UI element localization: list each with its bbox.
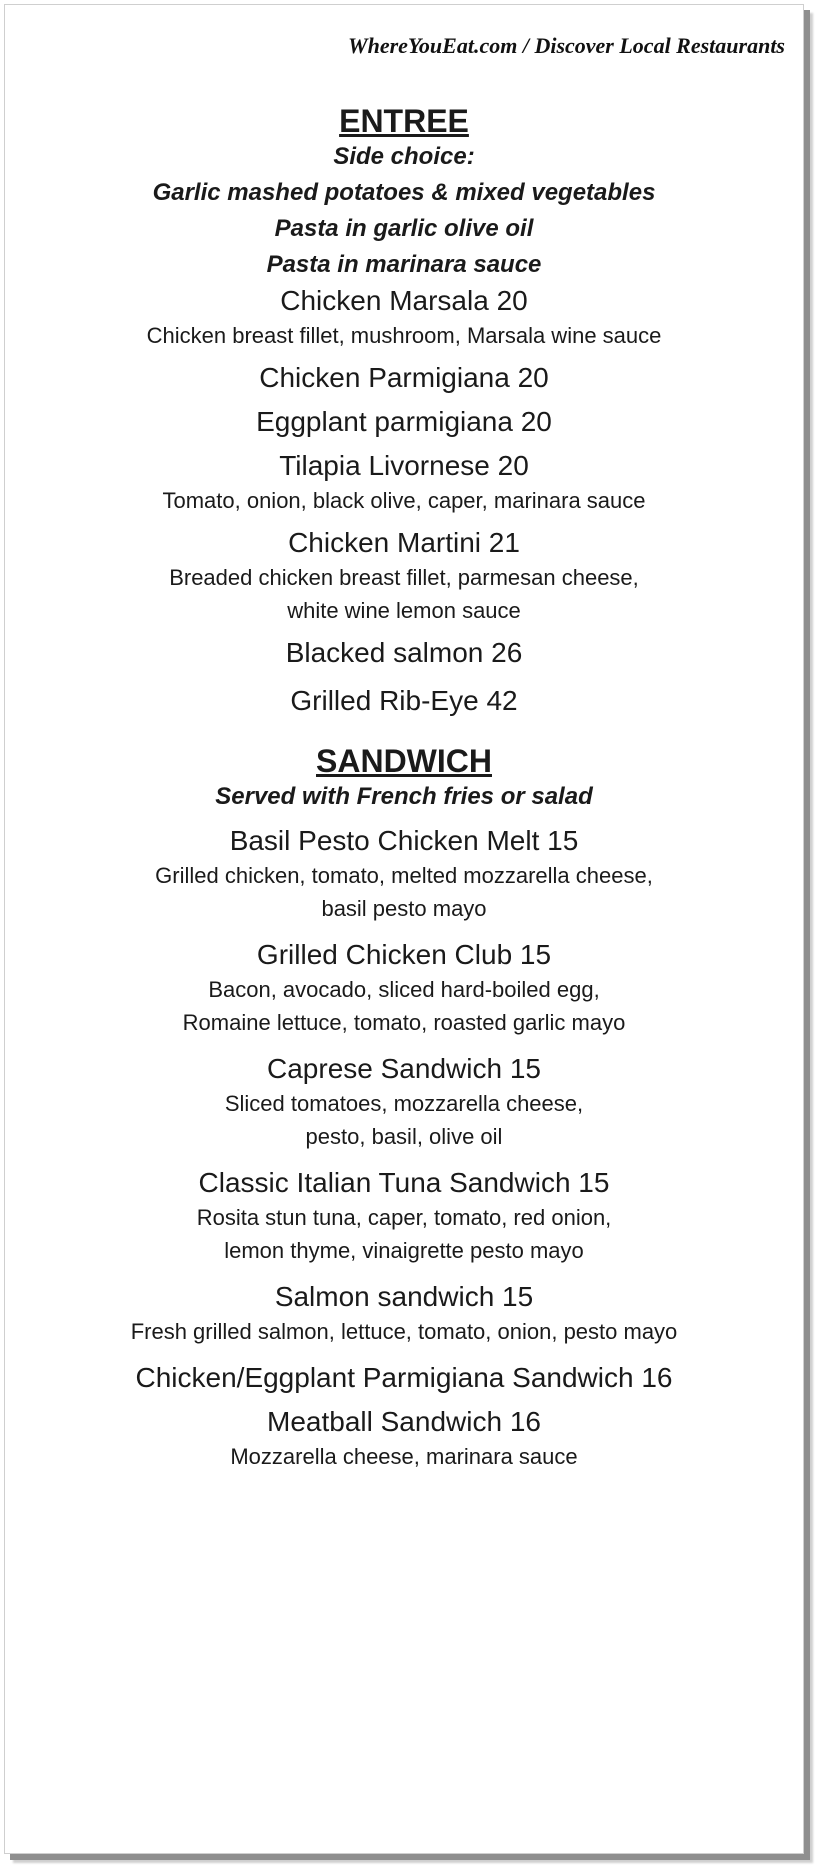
menu-content [5, 103, 803, 1473]
menu-item [5, 1165, 803, 1267]
item-description: Grilled chicken, tomato, melted mozzarella cheese, [155, 863, 653, 888]
side-choice-list [5, 175, 803, 283]
item-name: Blacked salmon 26 [285, 637, 523, 668]
entree-title: ENTREE [339, 103, 469, 139]
sandwich-section [5, 743, 803, 1473]
item-description: lemon thyme, vinaigrette pesto mayo [224, 1238, 584, 1263]
item-description: Breaded chicken breast fillet, parmesan cheese, [169, 565, 639, 590]
sandwich-note: Served with French fries or salad [215, 783, 593, 810]
item-description: Bacon, avocado, sliced hard-boiled egg, [208, 977, 600, 1002]
entree-section [5, 103, 803, 719]
item-description: Sliced tomatoes, mozzarella cheese, [224, 1091, 584, 1116]
side-choice-item: Garlic mashed potatoes & mixed vegetables [152, 179, 656, 206]
item-description: Tomato, onion, black olive, caper, marinara sauce [162, 488, 646, 513]
item-name: Chicken Parmigiana 20 [259, 362, 549, 393]
item-name: Chicken/Eggplant Parmigiana Sandwich 16 [135, 1362, 673, 1393]
menu-item [5, 404, 803, 440]
sandwich-title: SANDWICH [316, 743, 492, 779]
menu-item [5, 525, 803, 627]
item-description: Fresh grilled salmon, lettuce, tomato, onion, pesto mayo [130, 1319, 678, 1344]
item-description: Romaine lettuce, tomato, roasted garlic mayo [182, 1010, 626, 1035]
item-description: Chicken breast fillet, mushroom, Marsala wine sauce [146, 323, 662, 348]
menu-item [5, 360, 803, 396]
menu-item [5, 448, 803, 517]
item-name: Meatball Sandwich 16 [267, 1406, 541, 1437]
menu-page [4, 4, 804, 1854]
menu-item [5, 823, 803, 925]
side-choice-heading: Side choice: [333, 143, 475, 170]
menu-item [5, 1404, 803, 1473]
item-name: Tilapia Livornese 20 [279, 450, 529, 481]
item-name: Basil Pesto Chicken Melt 15 [229, 825, 579, 856]
site-header: WhereYouEat.com / Discover Local Restaurants [348, 33, 785, 58]
menu-item [5, 283, 803, 352]
menu-item [5, 1051, 803, 1153]
menu-item [5, 1360, 803, 1396]
menu-item [5, 1279, 803, 1348]
item-description: basil pesto mayo [321, 896, 487, 921]
menu-item [5, 635, 803, 671]
menu-item [5, 937, 803, 1039]
item-description: white wine lemon sauce [287, 598, 521, 623]
item-name: Salmon sandwich 15 [274, 1281, 534, 1312]
item-name: Caprese Sandwich 15 [267, 1053, 541, 1084]
item-description: pesto, basil, olive oil [305, 1124, 503, 1149]
side-choice-item: Pasta in garlic olive oil [274, 215, 534, 242]
item-name: Eggplant parmigiana 20 [256, 406, 552, 437]
item-name: Classic Italian Tuna Sandwich 15 [198, 1167, 610, 1198]
item-name: Grilled Rib-Eye 42 [290, 685, 518, 716]
item-name: Grilled Chicken Club 15 [256, 939, 552, 970]
menu-item [5, 683, 803, 719]
item-description: Mozzarella cheese, marinara sauce [230, 1444, 578, 1469]
side-choice-item: Pasta in marinara sauce [266, 251, 542, 278]
item-description: Rosita stun tuna, caper, tomato, red onion, [196, 1205, 612, 1230]
item-name: Chicken Marsala 20 [280, 285, 528, 316]
item-name: Chicken Martini 21 [288, 527, 520, 558]
